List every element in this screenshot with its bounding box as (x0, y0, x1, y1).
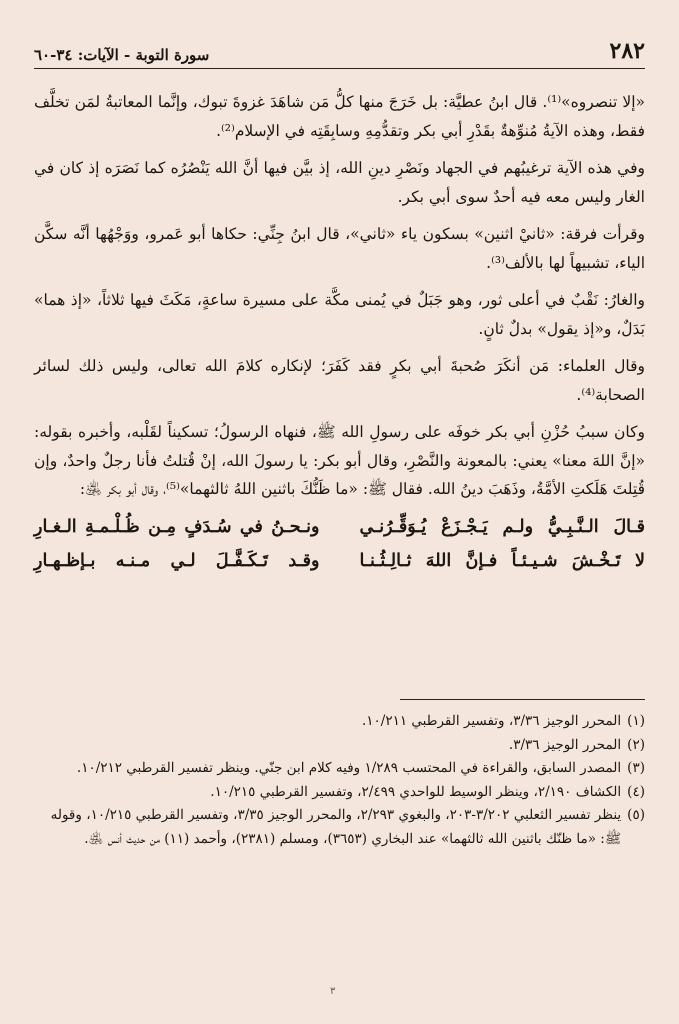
footnote-number: (٥) (627, 807, 645, 823)
footnote-number: (٣) (627, 760, 645, 776)
paragraph: وقال العلماء: مَن أنكَرَ صُحبةَ أبي بكرٍ فقد كَفَرَ؛ لإنكاره كلامَ الله تعالى، وليس ذلك لسائر الصحابة⁽⁴⁾. (34, 357, 645, 404)
footnote-number: (٢) (627, 736, 645, 753)
verse-1-second-hemistich: ونـحـنُ في سُـدَفٍ مِـن ظُـلْـمـةِ الـغـارِ (34, 516, 320, 537)
footnote-number: (١) (627, 713, 645, 729)
verse-2-second-hemistich: وقـد تَـكَـفَّـلَ لـي مـنـه بـإظـهـارِ (34, 550, 320, 571)
footnote (34, 781, 645, 805)
page-number: ٢٨٢ (609, 38, 645, 64)
footnote (34, 710, 645, 734)
footnote-text: المحرر الوجيز ٣/٣٦، وتفسير القرطبي ١٠/٢١١. (361, 713, 622, 729)
footnotes (34, 710, 645, 851)
signature-mark: ٣ (330, 986, 336, 997)
paragraph: «إلا تنصروه»⁽¹⁾. قال ابنُ عطيَّة: بل خَرَجَ منها كلُّ مَن شاهَدَ غزوةَ تبوك، وإنَّما المعاتبةُ لمَن تخلَّف فقط، وهذه الآيةُ مُنوِّهةٌ بقَدْرِ أبي بكر وتقدُّمِهِ وسابِقَتِه في الإسلام⁽²⁾. (34, 93, 646, 140)
poem-verses (34, 510, 645, 578)
footnote-text: المحرر الوجيز ٣/٣٦. (508, 736, 622, 753)
footnote-text: ينظر تفسير الثعلبي ٣/٢٠٢-٢٠٣، والبغوي ٢/٢٩٣، والمحرر الوجيز ٣/٣٥، وتفسير القرطبي ١٠/٢١٥، وقوله ﷺ: «ما ظنّك باثنين الله ثالثهما» عند البخاري (٣٦٥٣)، ومسلم (٢٣٨١)، وأحمد (١١) من حديث أنس ﵁. (50, 807, 622, 847)
footnote (34, 757, 645, 781)
footnote-text: المصدر السابق، والقراءة في المحتسب ١/٢٨٩ وفيه كلام ابن جنّي. وينظر تفسير القرطبي ١٠/٢١٢. (76, 760, 622, 776)
footnote-text: الكشاف ٢/١٩٠، وينظر الوسيط للواحدي ٢/٤٩٩، وتفسير القرطبي ١٠/٢١٥. (210, 783, 622, 800)
paragraph: والغارُ: نَقْبٌ في أعلى ثور، وهو جَبَلٌ في يُمنى مكَّة على مسيرة ساعةٍ، مَكَثَ فيها ثلاثاً، «إذ هما» بَدَلٌ، و«إذ يقول» بدلٌ ثانٍ. (34, 291, 645, 338)
paragraph: وكان سببُ حُزْنِ أبي بكر خوفَه على رسولِ الله ﷺ، فنهاه الرسولُ؛ تسكيناً لقَلْبه، وأخبره بقوله: «إنَّ اللهَ معنا» يعني: بالمعونة والنَّصْرِ، وقال أبو بكر: يا رسولَ الله، إنْ قُتلتُ فأنا رجلٌ واحدٌ، وإن قُتِلتَ هَلَكتِ الأمَّةُ، وذَهَبَ دينُ الله. فقال ﷺ: «ما ظَنُّكَ باثنين اللهُ ثالثهما»⁽⁵⁾، وقال أبو بكر ﵁: (34, 423, 645, 498)
paragraph: وقرأت فرقة: «ثانيْ اثنين» بسكون ياء «ثاني»، قال ابنُ جِنِّي: حكاها أبو عَمرو، ووَجْهُها أنَّه سكَّن الياء، تشبيهاً لها بالألف⁽³⁾. (34, 225, 645, 272)
verse-2-first-hemistich: لا تَـخْـشَ شـيـئـاً فـإنَّ اللهَ ثـالِـثُـنـا (359, 550, 645, 571)
footnote (34, 734, 645, 758)
running-title: سورة التوبة - الآيات: ٣٤-٦٠ (34, 46, 210, 64)
footnote (34, 804, 645, 851)
main-text (34, 88, 645, 578)
footnote-separator (400, 699, 645, 700)
page-header (34, 34, 645, 69)
footnote-number: (٤) (627, 783, 645, 800)
verse-1-first-hemistich: قـالَ الـنَّـبِـيُّ ولـم يَـجْـزَعْ يُـوَقِّـرُنـي (359, 516, 645, 537)
paragraph: وفي هذه الآية ترغيبُهم في الجهاد ونَصْرِ دينِ الله، إذ بيَّن فيها أنَّ الله يَنْصُرُه كما نَصَرَه إذ كان في الغار وليس معه فيه أحدٌ سوى أبي بكر. (34, 159, 645, 206)
